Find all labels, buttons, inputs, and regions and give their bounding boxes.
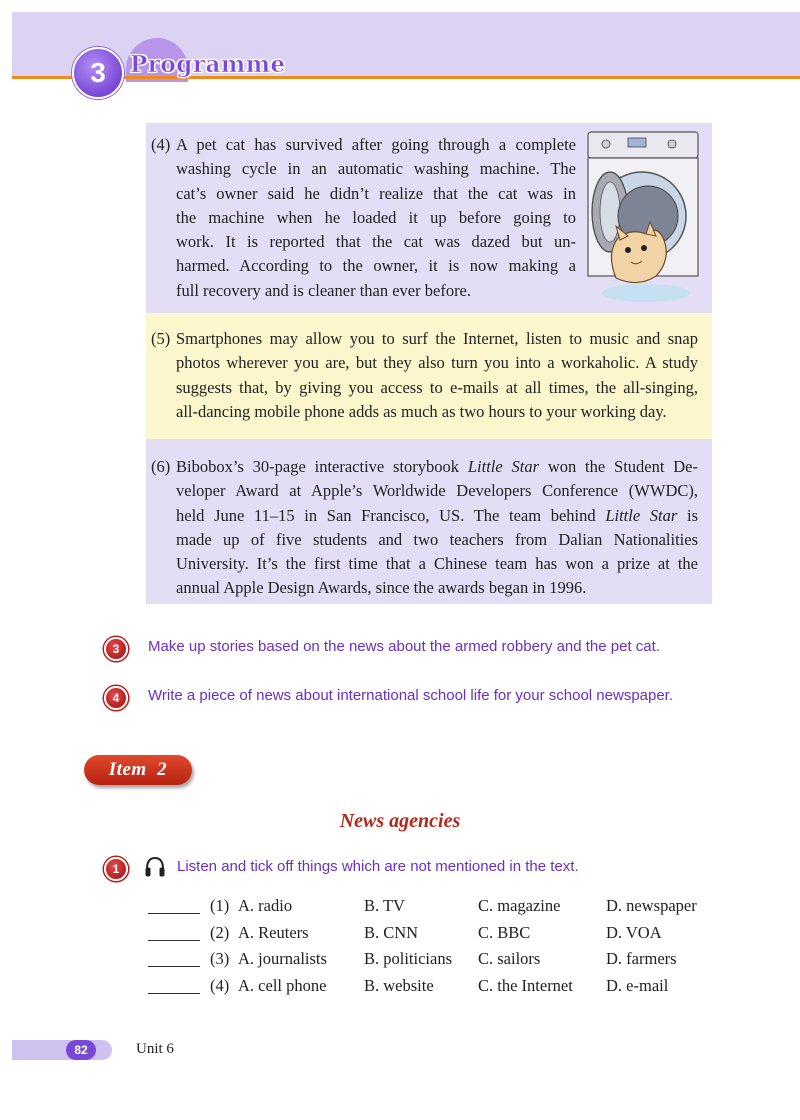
section-number-badge bbox=[72, 47, 124, 99]
news-line: University. It’s the first time that a Chinese team has won a prize at the bbox=[176, 554, 698, 574]
news-line: cat’s owner said he didn’t realize that the cat was in bbox=[176, 183, 576, 203]
question-number: (2) bbox=[210, 923, 230, 942]
answer-blank[interactable] bbox=[148, 966, 200, 967]
option-b: B. CNN bbox=[364, 923, 419, 942]
task-number-badge: 4 bbox=[104, 686, 128, 710]
option-c: C. BBC bbox=[478, 923, 531, 942]
page-number-pill bbox=[66, 1040, 96, 1060]
news-box-6 bbox=[146, 439, 712, 604]
washing-machine-illustration bbox=[576, 128, 711, 308]
option-d: D. newspaper bbox=[606, 896, 697, 915]
option-c: C. the Internet bbox=[478, 976, 573, 995]
news-box-5 bbox=[146, 313, 712, 439]
item-banner bbox=[84, 755, 192, 785]
task-instruction: Make up stories based on the news about the armed robbery and the pet cat. bbox=[148, 638, 660, 655]
machine-knob bbox=[602, 140, 610, 148]
news-text: Bibobox’s 30-page interactive storybook bbox=[176, 457, 468, 476]
news-line: photos wherever you are, but they also turn you into a workaholic. A study bbox=[176, 353, 698, 373]
question-number: (1) bbox=[210, 896, 230, 915]
cat-eye bbox=[641, 245, 647, 251]
option-b: B. TV bbox=[364, 896, 405, 915]
news-line: work. It is reported that the cat was dazed but un- bbox=[176, 232, 576, 252]
news-text: won the Student De- bbox=[539, 457, 698, 476]
question-number: (4) bbox=[210, 976, 230, 995]
cat-eye bbox=[625, 247, 631, 253]
option-d: D. VOA bbox=[606, 923, 662, 942]
exercise-instruction: Listen and tick off things which are not mentioned in the text. bbox=[177, 858, 579, 875]
news-line: Smartphones may allow you to surf the Internet, listen to music and snap bbox=[176, 329, 698, 348]
news-line: all-dancing mobile phone adds as much as two hours to your working day. bbox=[176, 401, 667, 421]
news-line: suggests that, by giving you access to e-mails at all times, the all-singing, bbox=[176, 377, 698, 397]
footer-bar bbox=[12, 1040, 112, 1060]
page-number: 82 bbox=[74, 1043, 88, 1057]
news-paragraph-4 bbox=[151, 133, 576, 303]
answer-blank[interactable] bbox=[148, 913, 200, 914]
subheading: News agencies bbox=[339, 810, 461, 832]
news-paragraph-5 bbox=[151, 327, 698, 424]
news-line bbox=[176, 504, 698, 528]
news-line: A pet cat has survived after going through a complete bbox=[176, 135, 576, 154]
answer-blank[interactable] bbox=[148, 940, 200, 941]
news-line: annual Apple Design Awards, since the awards began in 1996. bbox=[176, 578, 587, 598]
option-b: B. website bbox=[364, 976, 434, 995]
machine-display bbox=[628, 138, 646, 147]
water-puddle bbox=[602, 284, 690, 302]
headphones-icon bbox=[144, 855, 166, 879]
news-text: held June 11–15 in San Francisco, US. The team behind bbox=[176, 505, 606, 525]
task-number-badge: 3 bbox=[104, 637, 128, 661]
news-line: washing cycle in an automatic washing machine. The bbox=[176, 159, 576, 179]
option-b: B. politicians bbox=[364, 949, 452, 968]
option-a: A. Reuters bbox=[238, 923, 309, 942]
option-d: D. farmers bbox=[606, 949, 677, 968]
answer-blank[interactable] bbox=[148, 993, 200, 994]
machine-knob bbox=[668, 140, 676, 148]
section-title: Programme bbox=[130, 51, 286, 78]
task-instruction: Write a piece of news about international school life for your school newspaper. bbox=[148, 687, 674, 704]
option-c: C. magazine bbox=[478, 896, 561, 915]
book-title: Little Star bbox=[467, 457, 540, 476]
item-label: Item 2 bbox=[108, 759, 168, 780]
book-title: Little Star bbox=[605, 505, 678, 525]
option-d: D. e-mail bbox=[606, 976, 669, 995]
news-number: (5) bbox=[151, 329, 171, 348]
machine-door-glass bbox=[600, 182, 620, 242]
exercise-number-badge: 1 bbox=[104, 857, 128, 881]
news-line: veloper Award at Apple’s Worldwide Developers Conference (WWDC), bbox=[176, 481, 698, 501]
news-number: (4) bbox=[151, 135, 171, 154]
option-a: A. journalists bbox=[238, 949, 327, 968]
section-number: 3 bbox=[90, 57, 106, 88]
option-a: A. radio bbox=[238, 896, 293, 915]
news-line bbox=[176, 455, 698, 479]
option-a: A. cell phone bbox=[238, 976, 327, 995]
news-line: harmed. According to the owner, it is now making a bbox=[176, 256, 576, 276]
question-number: (3) bbox=[210, 949, 230, 968]
news-text: is bbox=[677, 505, 698, 525]
news-paragraph-6 bbox=[151, 455, 698, 601]
news-line: full recovery and is cleaner than ever before. bbox=[176, 280, 472, 300]
news-line: made up of five students and two teachers from Dalian Nationalities bbox=[176, 529, 698, 549]
news-line: the machine when he loaded it up before going to bbox=[176, 207, 576, 227]
option-c: C. sailors bbox=[478, 949, 541, 968]
news-number: (6) bbox=[151, 457, 171, 476]
unit-label: Unit 6 bbox=[136, 1041, 174, 1057]
